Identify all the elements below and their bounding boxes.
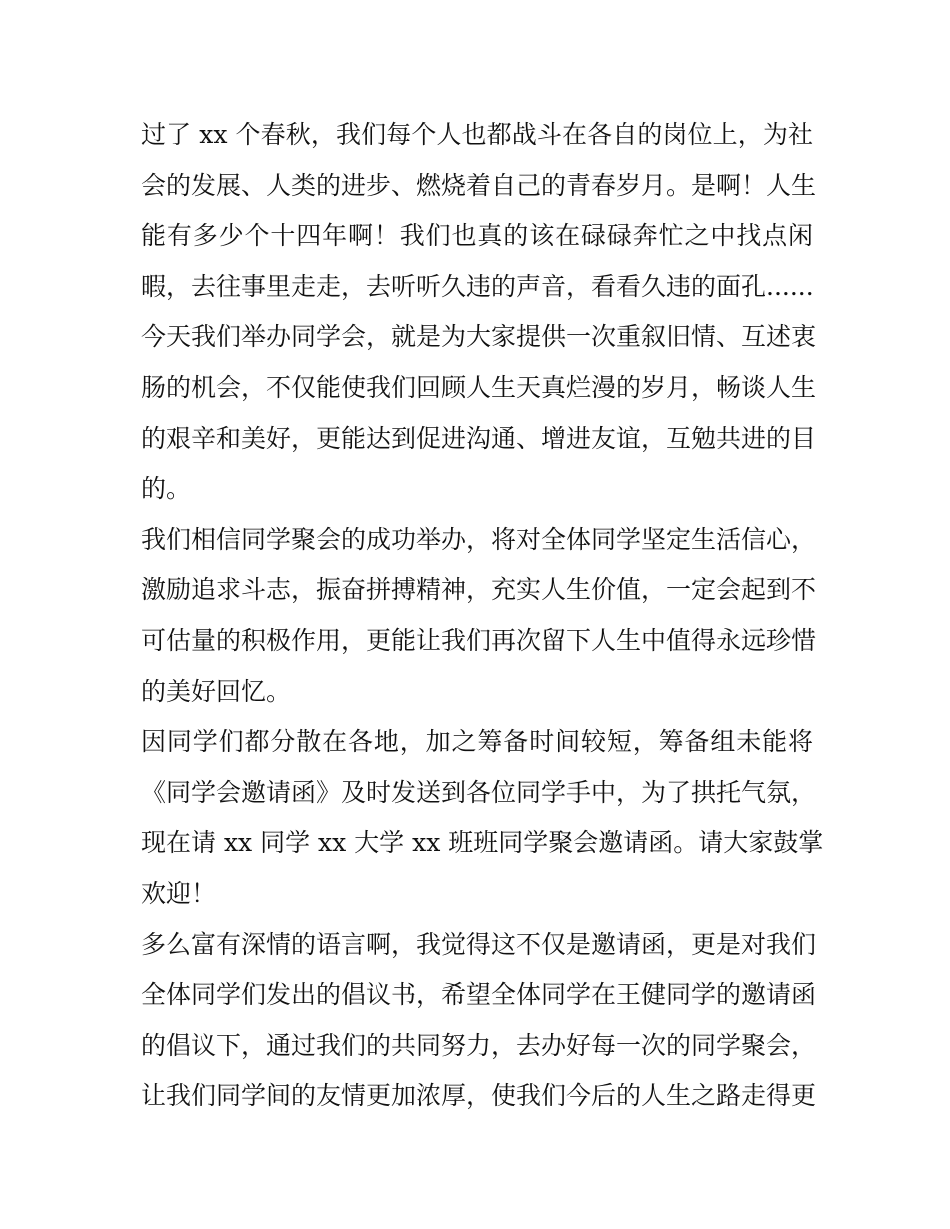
text-line: 今天我们举办同学会，就是为大家提供一次重叙旧情、互述衷 bbox=[141, 322, 817, 352]
text-line: 《同学会邀请函》及时发送到各位同学手中，为了拱托气氛， bbox=[141, 777, 817, 807]
text-line: 让我们同学间的友情更加浓厚，使我们今后的人生之路走得更 bbox=[141, 1081, 817, 1111]
text-line: 暇，去往事里走走，去听听久违的声音，看看久违的面孔...... bbox=[141, 271, 814, 301]
text-line: 会的发展、人类的进步、燃烧着自己的青春岁月。是啊！人生 bbox=[141, 170, 817, 200]
text-line: 过了 xx 个春秋，我们每个人也都战斗在各自的岗位上，为社 bbox=[141, 120, 813, 149]
text-line: 激励追求斗志，振奋拼搏精神，充实人生价值，一定会起到不 bbox=[141, 575, 817, 605]
text-line: 现在请 xx 同学 xx 大学 xx 班班同学聚会邀请函。请大家鼓掌 bbox=[141, 828, 824, 858]
text-line: 的。 bbox=[141, 474, 192, 504]
text-line: 的美好回忆。 bbox=[141, 676, 292, 706]
text-line: 的倡议下，通过我们的共同努力，去办好每一次的同学聚会， bbox=[141, 1030, 817, 1060]
text-line: 能有多少个十四年啊！我们也真的该在碌碌奔忙之中找点闲 bbox=[141, 221, 813, 251]
text-line: 我们相信同学聚会的成功举办，将对全体同学坚定生活信心， bbox=[141, 524, 817, 554]
text-line: 肠的机会，不仅能使我们回顾人生天真烂漫的岁月，畅谈人生 bbox=[141, 372, 817, 402]
document-body bbox=[141, 110, 824, 1122]
text-line: 的艰辛和美好，更能达到促进沟通、增进友谊，互勉共进的目 bbox=[141, 423, 817, 453]
text-line: 全体同学们发出的倡议书，希望全体同学在王健同学的邀请函 bbox=[141, 980, 817, 1010]
text-line: 多么富有深情的语言啊，我觉得这不仅是邀请函，更是对我们 bbox=[141, 929, 817, 959]
text-line: 欢迎！ bbox=[141, 878, 217, 908]
text-line: 因同学们都分散在各地，加之筹备时间较短，筹备组未能将 bbox=[141, 727, 813, 757]
text-line: 可估量的积极作用，更能让我们再次留下人生中值得永远珍惜 bbox=[141, 625, 817, 655]
